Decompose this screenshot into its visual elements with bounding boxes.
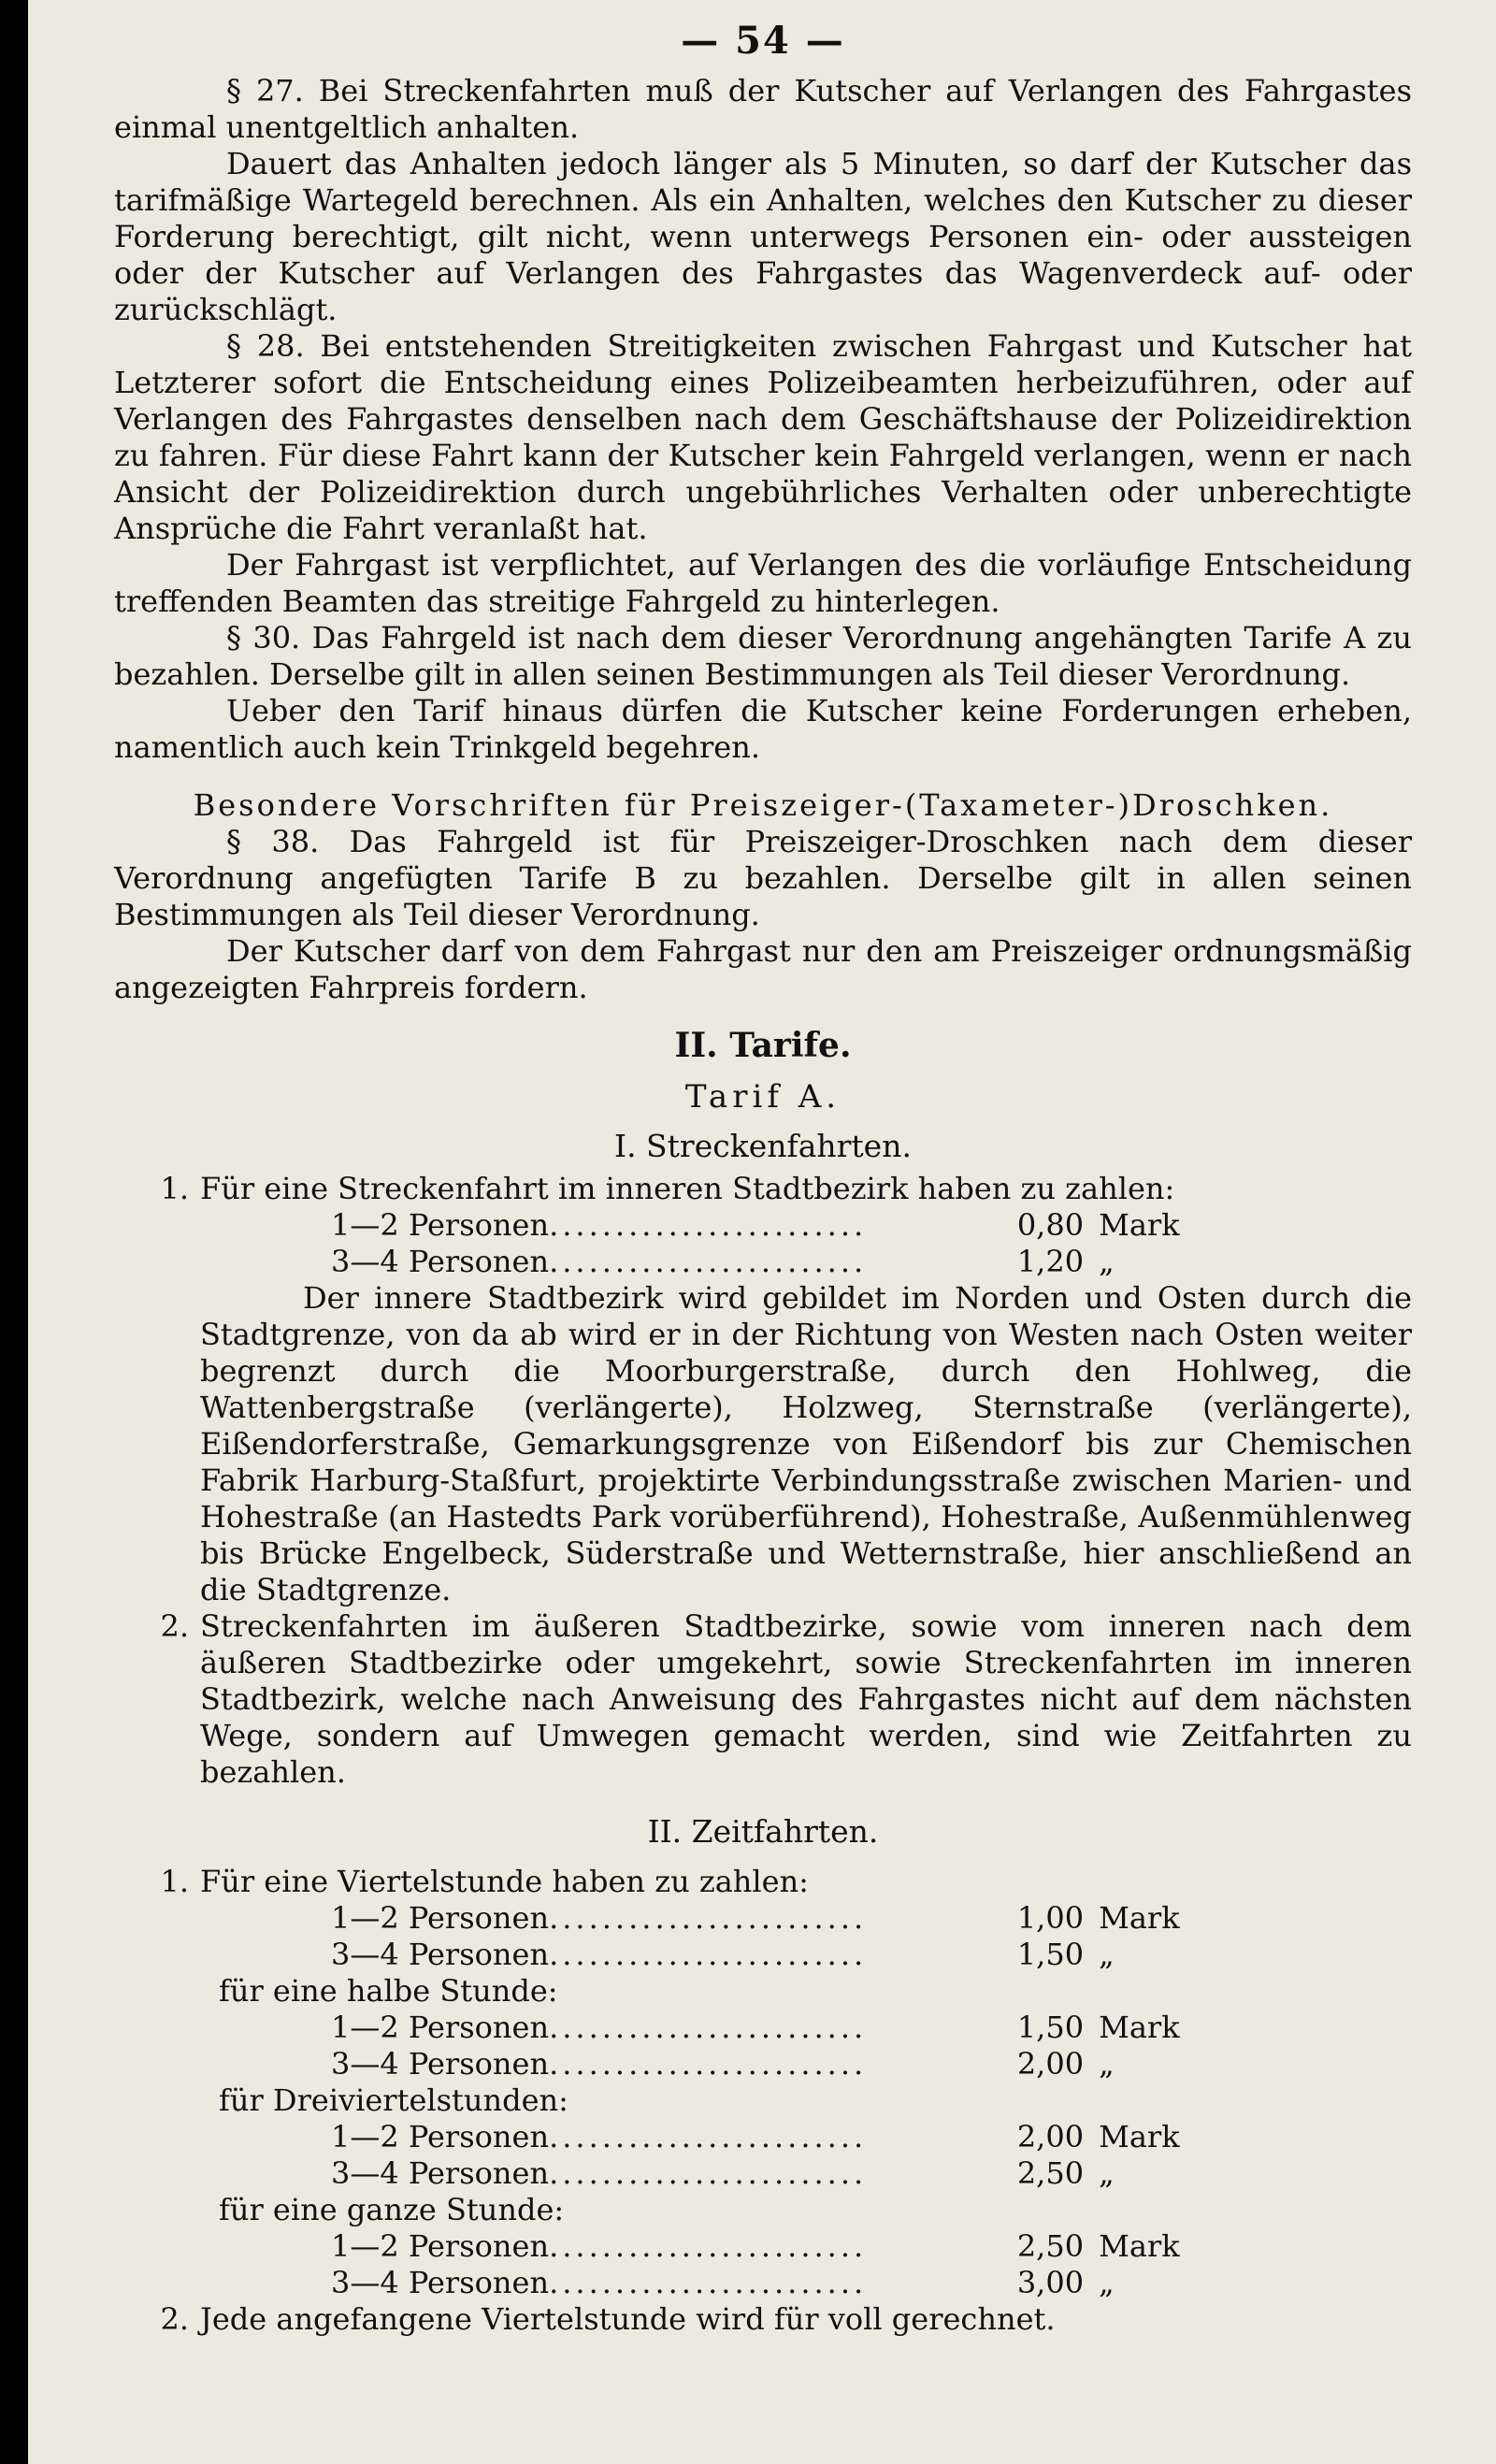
price-row (114, 2155, 1412, 2192)
page-number: — 54 — (681, 19, 845, 63)
leader-dots: ........................ (549, 1244, 868, 1279)
price-row (114, 2010, 1412, 2046)
paragraph-27-wait: Dauert das Anhalten jedoch länger als 5 Minuten, so darf der Kutscher das tarifmäßige Wartegeld berechnen. Als ein Anhalten, welches den Kutscher zu dieser Forderung berechtigt, gilt nicht, wenn unterwegs Personen ein- oder aussteigen oder der Kutscher auf Verlangen des Fahrgastes das Wagenverdeck auf- oder zurückschlägt. (114, 146, 1412, 327)
page-content (114, 19, 1412, 2338)
list-item-desc (114, 1280, 1412, 1608)
list-item (114, 1864, 1412, 1900)
price-label: 3—4 Personen (331, 1244, 550, 1279)
leader-dots: ........................ (549, 2010, 868, 2045)
price-unit: „ (1099, 2046, 1115, 2082)
price-unit: Mark (1099, 2119, 1180, 2154)
item-text: Für eine Streckenfahrt im inneren Stadtbezirk haben zu zahlen: (200, 1171, 1175, 1206)
price-row (114, 2265, 1412, 2301)
list-item (114, 1171, 1412, 1207)
paragraph-38-fare: Der Kutscher darf von dem Fahrgast nur den am Preiszeiger ordnungsmäßig angezeigten Fahrpreis fordern. (114, 933, 1412, 1005)
price-label: 1—2 Personen (331, 1900, 550, 1936)
price-label: 3—4 Personen (331, 1937, 550, 1972)
price-row (114, 2046, 1412, 2082)
price-label: 3—4 Personen (331, 2265, 550, 2300)
list-item (114, 2301, 1412, 2338)
item-text: Jede angefangene Viertelstunde wird für voll gerechnet. (200, 2301, 1056, 2337)
leader-dots: ........................ (549, 2265, 868, 2300)
price-unit: Mark (1099, 2228, 1180, 2264)
leader-dots: ........................ (549, 2155, 868, 2191)
price-unit: „ (1099, 1244, 1115, 1279)
price-value: 1,00 (1016, 1900, 1085, 1936)
price-value: 2,50 (1016, 2155, 1085, 2191)
price-unit: Mark (1099, 2010, 1180, 2045)
price-unit: Mark (1099, 1207, 1180, 1243)
paragraph-27: § 27. Bei Streckenfahrten muß der Kutscher auf Verlangen des Fahrgastes einmal unentgeltlich anhalten. (114, 73, 1412, 145)
tarife-heading: II. Tarife. (674, 1026, 852, 1065)
paragraph-28-deposit: Der Fahrgast ist verpflichtet, auf Verlangen des die vorläufige Entscheidung treffenden Beamten das streitige Fahrgeld zu hinterlegen. (114, 547, 1412, 619)
price-row (114, 2119, 1412, 2155)
list-item (114, 1608, 1412, 1791)
leader-dots: ........................ (549, 2119, 868, 2154)
paragraph-28: § 28. Bei entstehenden Streitigkeiten zwischen Fahrgast und Kutscher hat Letzterer sofort die Entscheidung eines Polizeibeamten herbeizuführen, oder auf Verlangen des Fahrgastes denselben nach dem Geschäftshause der Polizeidirektion zu fahren. Für diese Fahrt kann der Kutscher kein Fahrgeld verlangen, wenn er nach Ansicht der Polizeidirektion durch ungebührliches Verhalten oder unberechtigte Ansprüche die Fahrt veranlaßt hat. (114, 328, 1412, 546)
price-unit: Mark (1099, 1900, 1180, 1936)
page (28, 0, 1496, 2464)
price-value: 2,50 (1016, 2228, 1085, 2264)
price-row (114, 1900, 1412, 1937)
price-value: 2,00 (1016, 2119, 1085, 2154)
price-value: 0,80 (1016, 1207, 1085, 1243)
section-streckenfahrten-heading: I. Streckenfahrten. (614, 1128, 912, 1164)
leader-dots: ........................ (549, 2046, 868, 2082)
item-number: 2. (160, 1608, 189, 1644)
price-unit: „ (1099, 2265, 1115, 2300)
price-unit: „ (1099, 1937, 1115, 1972)
price-value: 1,50 (1016, 2010, 1085, 2045)
item-number: 1. (160, 1171, 189, 1206)
price-value: 1,20 (1016, 1244, 1085, 1279)
price-unit: „ (1099, 2155, 1115, 2191)
group-label: für eine ganze Stunde: (219, 2192, 565, 2227)
paragraph-30: § 30. Das Fahrgeld ist nach dem dieser Verordnung angehängten Tarife A zu bezahlen. Derselbe gilt in allen seinen Bestimmungen als Teil dieser Verordnung. (114, 620, 1412, 692)
item-description: Der innere Stadtbezirk wird gebildet im Norden und Osten durch die Stadtgrenze, von da ab wird er in der Richtung von Westen nach Osten weiter begrenzt durch die Moorburgerstraße, durch den Hohlweg, die Wattenbergstraße (verlängerte), Holzweg, Sternstraße (verlängerte), Eißendorferstraße, Gemarkungsgrenze von Eißendorf bis zur Chemischen Fabrik Harburg-Staßfurt, projektirte Verbindungsstraße zwischen Marien- und Hohestraße (an Hastedts Park vorüberführend), Hohestraße, Außenmühlenweg bis Brücke Engelbeck, Süderstraße und Wetternstraße, hier anschließend an die Stadtgrenze. (200, 1280, 1412, 1607)
price-value: 1,50 (1016, 1937, 1085, 1972)
price-value: 2,00 (1016, 2046, 1085, 2082)
paragraph-30-tip: Ueber den Tarif hinaus dürfen die Kutscher keine Forderungen erheben, namentlich auch kein Trinkgeld begehren. (114, 693, 1412, 765)
leader-dots: ........................ (549, 1900, 868, 1936)
leader-dots: ........................ (549, 1937, 868, 1972)
price-label: 1—2 Personen (331, 2010, 550, 2045)
item-number: 1. (160, 1864, 189, 1899)
tarif-a-heading: Tarif A. (684, 1078, 842, 1116)
price-value: 3,00 (1016, 2265, 1085, 2300)
price-row (114, 1244, 1412, 1280)
item-text: Streckenfahrten im äußeren Stadtbezirke, sowie vom inneren nach dem äußeren Stadtbezirke oder umgekehrt, sowie Streckenfahrten im inneren Stadtbezirk, welche nach Anweisung des Fahrgastes nicht auf dem nächsten Wege, sondern auf Umwegen gemacht werden, sind wie Zeitfahrten zu bezahlen. (200, 1608, 1412, 1790)
price-label: 3—4 Personen (331, 2046, 550, 2082)
price-row (114, 1937, 1412, 1973)
special-rules-heading: Besondere Vorschriften für Preiszeiger-(Taxameter-)Droschken. (193, 787, 1333, 823)
price-label: 1—2 Personen (331, 2119, 550, 2154)
group-label: für Dreiviertelstunden: (219, 2082, 568, 2118)
price-row (114, 2228, 1412, 2265)
paragraph-38: § 38. Das Fahrgeld ist für Preiszeiger-Droschken nach dem dieser Verordnung angefügten Tarife B zu bezahlen. Derselbe gilt in allen seinen Bestimmungen als Teil dieser Verordnung. (114, 824, 1412, 932)
price-label: 1—2 Personen (331, 2228, 550, 2264)
item-text: Für eine Viertelstunde haben zu zahlen: (200, 1864, 809, 1899)
leader-dots: ........................ (549, 2228, 868, 2264)
leader-dots: ........................ (549, 1207, 868, 1243)
section-zeitfahrten-heading: II. Zeitfahrten. (647, 1813, 879, 1850)
price-label: 3—4 Personen (331, 2155, 550, 2191)
price-label: 1—2 Personen (331, 1207, 550, 1243)
item-number: 2. (160, 2301, 189, 2337)
group-label: für eine halbe Stunde: (219, 1973, 558, 2009)
price-row (114, 1207, 1412, 1244)
